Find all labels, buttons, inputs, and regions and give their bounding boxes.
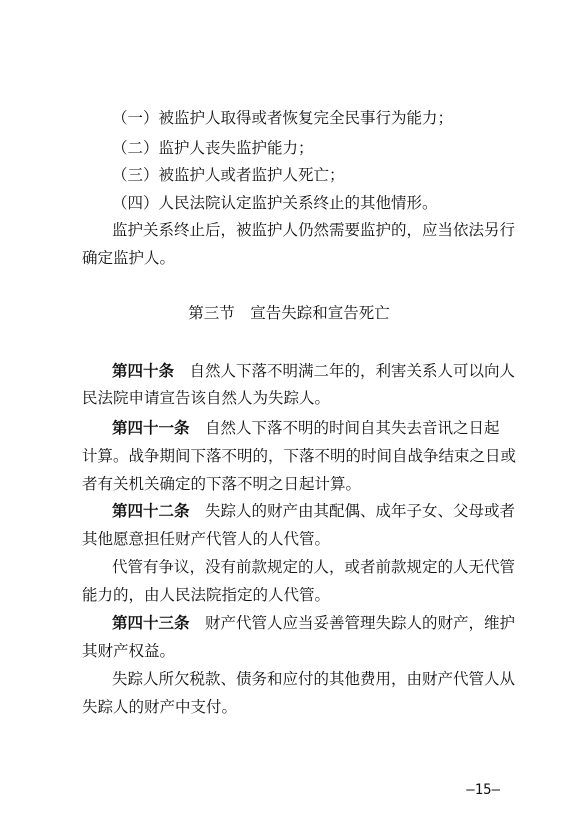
article-text: 财产代管人应当妥善管理失踪人的财产，维护	[189, 614, 516, 632]
paragraph-line: 确定监护人。	[82, 249, 176, 267]
article-41-line	[112, 418, 542, 438]
article-text: 失踪人的财产由其配偶、成年子女、父母或者	[189, 502, 516, 520]
article-43-line: 失踪人所欠税款、债务和应付的其他费用，由财产代管人从	[112, 670, 516, 688]
article-43-line	[112, 613, 542, 633]
section-title: 第三节 宣告失踪和宣告死亡	[188, 304, 390, 322]
article-text: 自然人下落不明的时间自其失去音讯之日起	[189, 419, 500, 437]
article-text: 自然人下落不明满二年的，利害关系人可以向人	[174, 362, 516, 380]
article-40-line: 民法院申请宣告该自然人为失踪人。	[82, 389, 331, 407]
page-number: —15—	[466, 782, 500, 798]
article-label: 第四十三条	[112, 613, 190, 632]
article-42-line: 代管有争议，没有前款规定的人，或者前款规定的人无代管	[112, 558, 516, 576]
clause-1: （一）被监护人取得或者恢复完全民事行为能力；	[112, 109, 454, 127]
article-42-line	[112, 501, 542, 521]
article-label: 第四十一条	[112, 418, 190, 437]
article-42-line: 能力的，由人民法院指定的人代管。	[82, 586, 331, 604]
article-43-line: 失踪人的财产中支付。	[82, 698, 238, 716]
paragraph-line: 监护关系终止后，被监护人仍然需要监护的，应当依法另行	[112, 221, 516, 239]
article-42-line: 其他愿意担任财产代管人的人代管。	[82, 530, 331, 548]
clause-4: （四）人民法院认定监护关系终止的其他情形。	[112, 194, 438, 212]
article-label: 第四十二条	[112, 501, 190, 520]
article-41-line: 计算。战争期间下落不明的，下落不明的时间自战争结束之日或	[82, 447, 517, 465]
article-label: 第四十条	[112, 361, 175, 380]
article-41-line: 者有关机关确定的下落不明之日起计算。	[82, 475, 362, 493]
clause-2: （二）监护人丧失监护能力；	[112, 139, 314, 157]
article-43-line: 其财产权益。	[82, 642, 176, 660]
clause-3: （三）被监护人或者监护人死亡；	[112, 166, 345, 184]
article-40-line	[112, 361, 542, 381]
